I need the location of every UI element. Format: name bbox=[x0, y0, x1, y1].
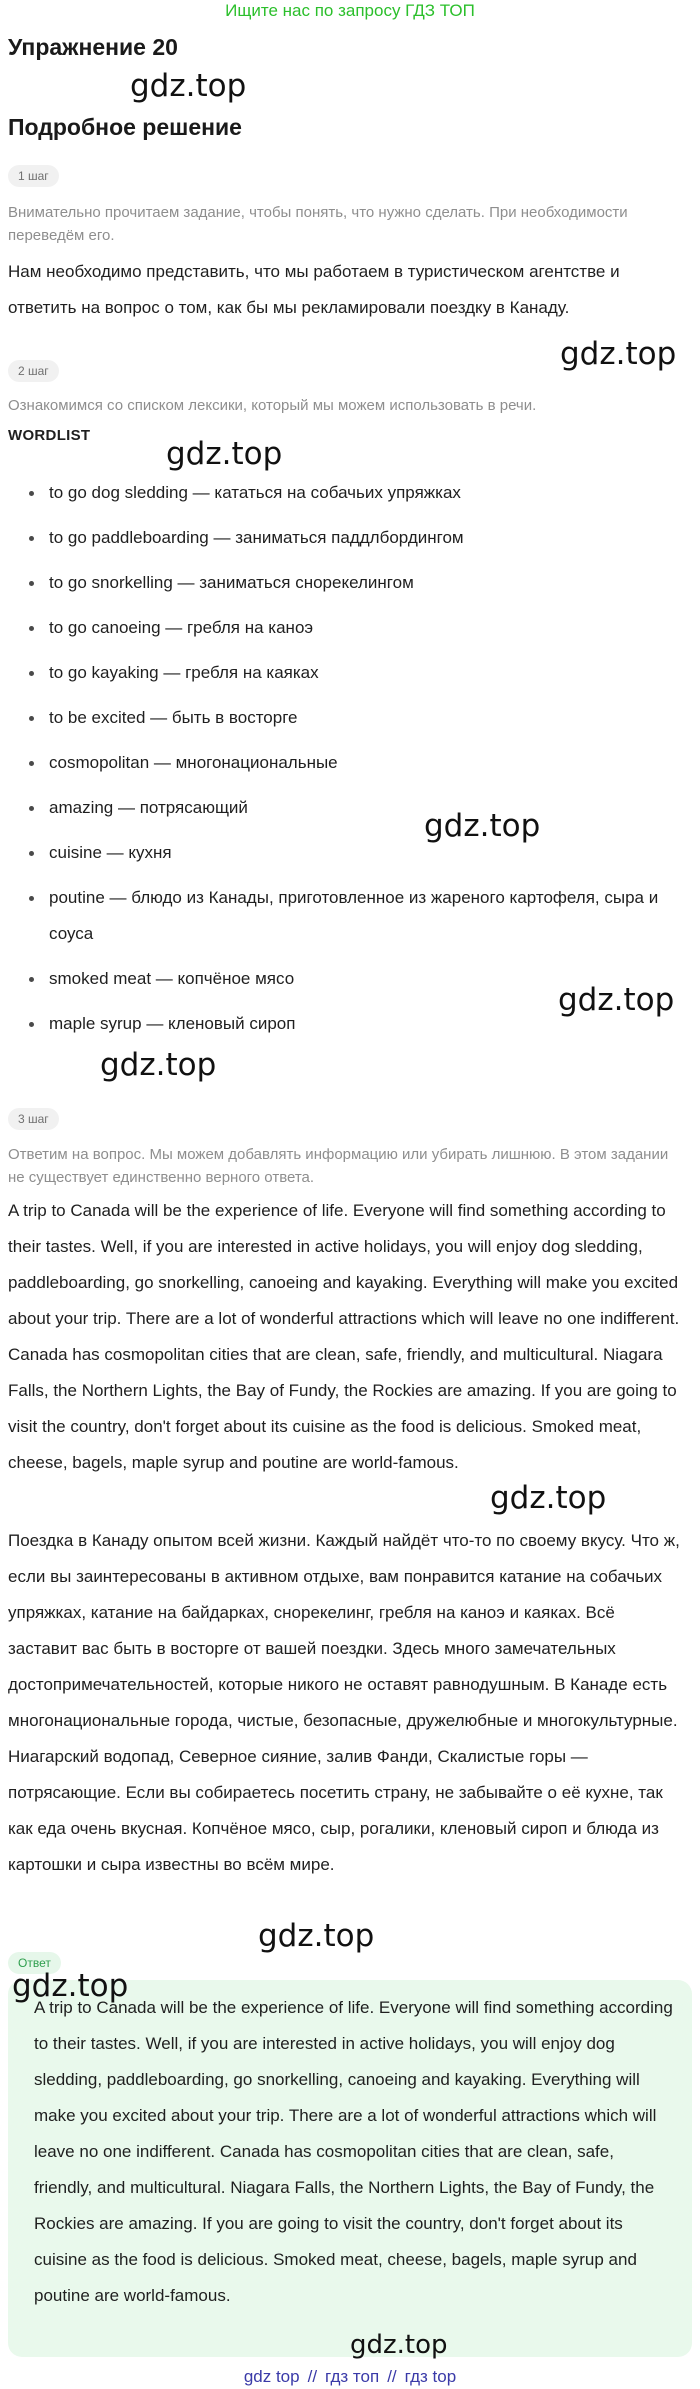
watermark: gdz.top bbox=[166, 436, 283, 472]
wordlist-entry: amazing — потрясающий bbox=[49, 798, 248, 817]
list-item bbox=[8, 700, 688, 736]
bullet-icon bbox=[29, 626, 34, 631]
bullet-icon bbox=[29, 536, 34, 541]
step-3-russian-text: Поездка в Канаду опытом всей жизни. Каждый найдёт что-то по своему вкусу. Что ж, если вы заинтересованы в активном отдыхе, вам понравится катание на собачьих упряжках, катание на байдарках, снорекелинг, гребля на каноэ и каяках. Всё заставит вас быть в восторге от вашей поездки. Здесь много замечательных достопримечательностей, которые никого не оставят равнодушным. В Канаде есть многонациональные города, чистые, безопасные, дружелюбные и многокультурные. Ниагарский водопад, Северное сияние, залив Фанди, Скалистые горы — потрясающие. Если вы собираетесь посетить страну, не забывайте о её кухне, так как еда очень вкусная. Копчёное мясо, сыр, рогалики, кленовый сироп и блюда из картошки и сыра известны во всём мире. bbox=[8, 1531, 680, 1874]
list-item bbox=[8, 610, 688, 646]
step-3-hint: Ответим на вопрос. Мы можем добавлять информацию или убирать лишнюю. В этом задании не существует единственно верного ответа. bbox=[8, 1146, 669, 1186]
list-item bbox=[8, 475, 688, 511]
watermark: gdz.top bbox=[130, 68, 247, 104]
watermark: gdz.top bbox=[560, 336, 677, 372]
watermark: gdz.top bbox=[490, 1480, 607, 1516]
top-banner[interactable]: Ищите нас по запросу ГДЗ ТОП bbox=[225, 1, 475, 20]
step-1-badge: 1 шаг bbox=[8, 165, 59, 187]
bullet-icon bbox=[29, 491, 34, 496]
footer-link-gdz-top-mixed[interactable]: гдз top bbox=[404, 2367, 457, 2386]
watermark: gdz.top bbox=[558, 982, 675, 1018]
wordlist-entry: poutine — блюдо из Канады, приготовленное из жареного картофеля, сыра и соуса bbox=[49, 888, 659, 943]
watermark: gdz.top bbox=[350, 2330, 448, 2360]
bullet-icon bbox=[29, 761, 34, 766]
bullet-icon bbox=[29, 896, 34, 901]
wordlist bbox=[8, 475, 688, 1051]
bullet-icon bbox=[29, 977, 34, 982]
footer-separator: // bbox=[387, 2367, 397, 2386]
wordlist-entry: maple syrup — кленовый сироп bbox=[49, 1014, 296, 1033]
watermark: gdz.top bbox=[100, 1047, 217, 1083]
footer bbox=[0, 2364, 700, 2389]
bullet-icon bbox=[29, 581, 34, 586]
list-item bbox=[8, 745, 688, 781]
wordlist-entry: to be excited — быть в восторге bbox=[49, 708, 298, 727]
watermark: gdz.top bbox=[258, 1918, 375, 1954]
step-2-badge: 2 шаг bbox=[8, 360, 59, 382]
list-item bbox=[8, 655, 688, 691]
answer-badge: Ответ bbox=[8, 1952, 61, 1974]
step-1-hint: Внимательно прочитаем задание, чтобы понять, что нужно сделать. При необходимости переведём его. bbox=[8, 204, 628, 244]
wordlist-entry: to go kayaking — гребля на каяках bbox=[49, 663, 319, 682]
answer-text: A trip to Canada will be the experience of life. Everyone will find something according to their tastes. Well, if you are interested in active holidays, you will enjoy dog sledding, paddleboarding, go snorkelling, canoeing and kayaking. Everything will make you excited about your trip. There are a lot of wonderful attractions which will leave no one indifferent. Canada has cosmopolitan cities that are clean, safe, friendly, and multicultural. Niagara Falls, the Northern Lights, the Bay of Fundy, the Rockies are amazing. If you are going to visit the country, don't forget about its cuisine as the food is delicious. Smoked meat, cheese, bagels, maple syrup and poutine are world-famous. bbox=[34, 1998, 673, 2305]
list-item bbox=[8, 565, 688, 601]
step-3-english-text: A trip to Canada will be the experience of life. Everyone will find something according to their tastes. Well, if you are interested in active holidays, you will enjoy dog sledding, paddleboarding, go snorkelling, canoeing and kayaking. Everything will make you excited about your trip. There are a lot of wonderful attractions which will leave no one indifferent. Canada has cosmopolitan cities that are clean, safe, friendly, and multicultural. Niagara Falls, the Northern Lights, the Bay of Fundy, the Rockies are amazing. If you are going to visit the country, don't forget about its cuisine as the food is delicious. Smoked meat, cheese, bagels, maple syrup and poutine are world-famous. bbox=[8, 1201, 680, 1472]
footer-link-gdz-top-ru[interactable]: гдз топ bbox=[325, 2367, 380, 2386]
wordlist-entry: smoked meat — копчёное мясо bbox=[49, 969, 295, 988]
wordlist-entry: cosmopolitan — многонациональные bbox=[49, 753, 338, 772]
watermark: gdz.top bbox=[424, 808, 541, 844]
step-2-hint: Ознакомимся со списком лексики, который мы можем использовать в речи. bbox=[8, 397, 537, 414]
wordlist-entry: to go dog sledding — кататься на собачьих упряжках bbox=[49, 483, 461, 502]
bullet-icon bbox=[29, 716, 34, 721]
solution-heading: Подробное решение bbox=[8, 114, 242, 140]
page-title: Упражнение 20 bbox=[8, 34, 178, 60]
footer-separator: // bbox=[307, 2367, 318, 2386]
list-item bbox=[8, 880, 688, 952]
wordlist-title: WORDLIST bbox=[8, 427, 91, 444]
wordlist-entry: cuisine — кухня bbox=[49, 843, 172, 862]
step-3-badge: 3 шаг bbox=[8, 1108, 59, 1130]
wordlist-entry: to go paddleboarding — заниматься паддлбордингом bbox=[49, 528, 464, 547]
answer-box bbox=[8, 1980, 692, 2357]
bullet-icon bbox=[29, 1022, 34, 1027]
watermark: gdz.top bbox=[12, 1968, 129, 2004]
bullet-icon bbox=[29, 851, 34, 856]
list-item bbox=[8, 790, 688, 826]
list-item bbox=[8, 520, 688, 556]
wordlist-entry: to go canoeing — гребля на каноэ bbox=[49, 618, 314, 637]
step-1-text: Нам необходимо представить, что мы работаем в туристическом агентстве и ответить на вопрос о том, как бы мы рекламировали поездку в Канаду. bbox=[8, 262, 620, 317]
bullet-icon bbox=[29, 806, 34, 811]
bullet-icon bbox=[29, 671, 34, 676]
wordlist-entry: to go snorkelling — заниматься снорекелингом bbox=[49, 573, 414, 592]
footer-link-gdz-top[interactable]: gdz top bbox=[243, 2367, 300, 2386]
list-item bbox=[8, 835, 688, 871]
